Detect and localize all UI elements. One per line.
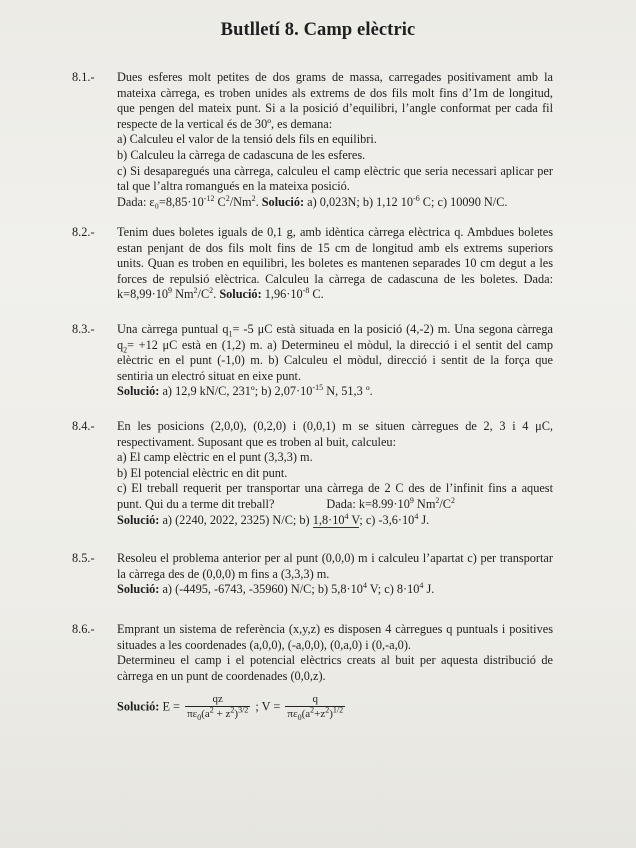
solution-label: Solució: xyxy=(219,287,262,302)
text-line: En les posicions (2,0,0), (0,2,0) i (0,0,1) m se situen càrregues de 2, 3 i 4 μC, xyxy=(117,419,553,433)
text-line: a) Calculeu el valor de la tensió dels fils en equilibri. xyxy=(117,132,377,147)
page-title: Butlletí 8. Camp elèctric xyxy=(220,20,416,40)
problem-number: 8.5.- xyxy=(72,551,95,565)
field-numerator: qz xyxy=(185,693,250,707)
text-line: situades a les coordenades (a,0,0), (-a,0,0), (0,a,0) i (0,-a,0). xyxy=(117,637,411,652)
solution-label: Solució: xyxy=(117,582,160,597)
text-line: Una càrrega puntual $q_1= -5$ μC està situada en la posició (4,-2) m. Una segona càrrega xyxy=(117,322,553,339)
text-line: c) El treball requerit per transportar una càrrega de 2 C des de l’infinit fins a aquest xyxy=(117,481,553,496)
text-line: que pengen del mateix punt. Si a la posició d’equilibri, l’angle conformat per cada fil xyxy=(117,101,553,116)
text-line: la càrrega des de (0,0,0) m fins a (3,3,3) m. xyxy=(117,566,330,581)
solution-line: Solució: a) (-4495, -6743, -35960) N/C; b) $5,8\cdot 10^4$ V; c) $8\cdot 10^4$ J. xyxy=(117,581,435,597)
solution-label: Solució: xyxy=(261,194,305,209)
potential-denominator: $\pi\varepsilon_0(a^2+z^2)^{1/2}$ xyxy=(287,705,344,723)
data-and-solution: $k=8,99\cdot 10^9$ $Nm^2/C^2$. Solució: $1,96\cdot 10^{-8}$ C. xyxy=(117,286,324,302)
solution-label: Solució: xyxy=(117,512,160,527)
text-line: b) Calculeu la càrrega de cadascuna de les esferes. xyxy=(117,147,366,162)
data-and-solution: Dada: $\varepsilon_0=8,85\cdot 10^{-12}$ $C^2/Nm^2$. Solució: a) 0,023N; b) 1,12 $10^{-6}$ C; c) 10090 N/C. xyxy=(117,193,508,209)
solution-label: Solució: xyxy=(117,384,160,399)
solution-label: Solució: xyxy=(117,699,160,714)
text-line: Determineu el camp i el potencial elèctrics creats al buit per aquesta distribució de xyxy=(117,653,553,668)
problem-number: 8.1.- xyxy=(72,70,95,84)
text-line: tal que l’altra romangués en la mateixa posició. xyxy=(117,179,350,194)
problem-body xyxy=(117,70,553,210)
text-line: Resoleu el problema anterior per al punt (0,0,0) m i calculeu l’apartat c) per transportar xyxy=(117,551,553,565)
text-line: càrrega en un punt de coordenades (0,0,z). xyxy=(117,668,326,683)
solution-formula xyxy=(117,693,347,721)
text-line: a) El camp elèctric en el punt (3,3,3) m. xyxy=(117,450,313,465)
text-line: $q_2= +12$ μC està en (1,2) m. a) Determineu el mòdul, la direcció i el sentit del camp xyxy=(117,337,553,355)
text-line: punt. Qui du a terme dit treball? Dada: $k=8.99\cdot 10^9$ $Nm^2/C^2$ xyxy=(117,495,456,511)
problem-number: 8.4.- xyxy=(72,419,95,433)
problem-body xyxy=(117,322,553,400)
solution-line: Solució: a) 12,9 kN/C, 231º; b) $2,07\cdot 10^{-15}$ N, 51,3 º. xyxy=(117,383,373,399)
problem-body xyxy=(117,225,553,303)
text-line: elèctric en el punt (-1,0) m. b) Calculeu el mòdul, direcció i sentit de la força que xyxy=(117,353,553,368)
potential-fraction xyxy=(285,693,345,721)
text-line: forces de repulsió elèctrica. Calculeu la càrrega de cadascuna de les boletes. Dada: xyxy=(117,271,553,286)
text-line: estan penjant de dos fils molt fins de 15 cm de longitud amb els extrems superiors xyxy=(117,240,553,255)
text-line: c) Si desaparegués una càrrega, calculeu el camp elèctric que seria necessari aplicar per xyxy=(117,163,553,178)
text-line: b) El potencial elèctric en dit punt. xyxy=(117,465,288,480)
field-lhs: E = xyxy=(159,699,180,714)
text-line: units. Quan es troben en equilibri, les boletes es mantenen separades 10 cm degut a les xyxy=(117,256,553,271)
problem-body xyxy=(117,419,553,528)
potential-lhs: ; V = xyxy=(252,699,281,714)
problem-number: 8.2.- xyxy=(72,225,95,239)
problem-body xyxy=(117,551,553,598)
problem-number: 8.6.- xyxy=(72,622,95,636)
field-denominator: $\pi\varepsilon_0(a^2 + z^2)^{3/2}$ xyxy=(187,705,249,723)
potential-numerator: q xyxy=(285,693,345,707)
text-line: mateixa càrrega, es troben unides als extrems de dos fils molt fins d’1m de longitud, xyxy=(117,85,553,100)
text-line: Emprant un sistema de referència (x,y,z) es disposen 4 càrregues q puntuals i positives xyxy=(117,622,553,636)
text-line: Dues esferes molt petites de dos grams de massa, carregades positivament amb la xyxy=(117,70,553,84)
problem-number: 8.3.- xyxy=(72,322,95,336)
solution-line: Solució: a) (2240, 2022, 2325) N/C; b) $1,8\cdot 10^4$ V; c) $-3,6\cdot 10^4$ J. xyxy=(117,511,430,527)
text-line: respecte de la vertical és de 30º, es demana: xyxy=(117,116,333,131)
text-line: Tenim dues boletes iguals de 0,1 g, amb idèntica càrrega elèctrica q. Ambdues boletes xyxy=(117,225,553,239)
text-line: respectivament. Suposant que es troben al buit, calculeu: xyxy=(117,434,396,449)
text-line: sentiria un electró situat en eixe punt. xyxy=(117,368,302,383)
problem-body xyxy=(117,622,553,684)
field-fraction xyxy=(185,693,250,721)
